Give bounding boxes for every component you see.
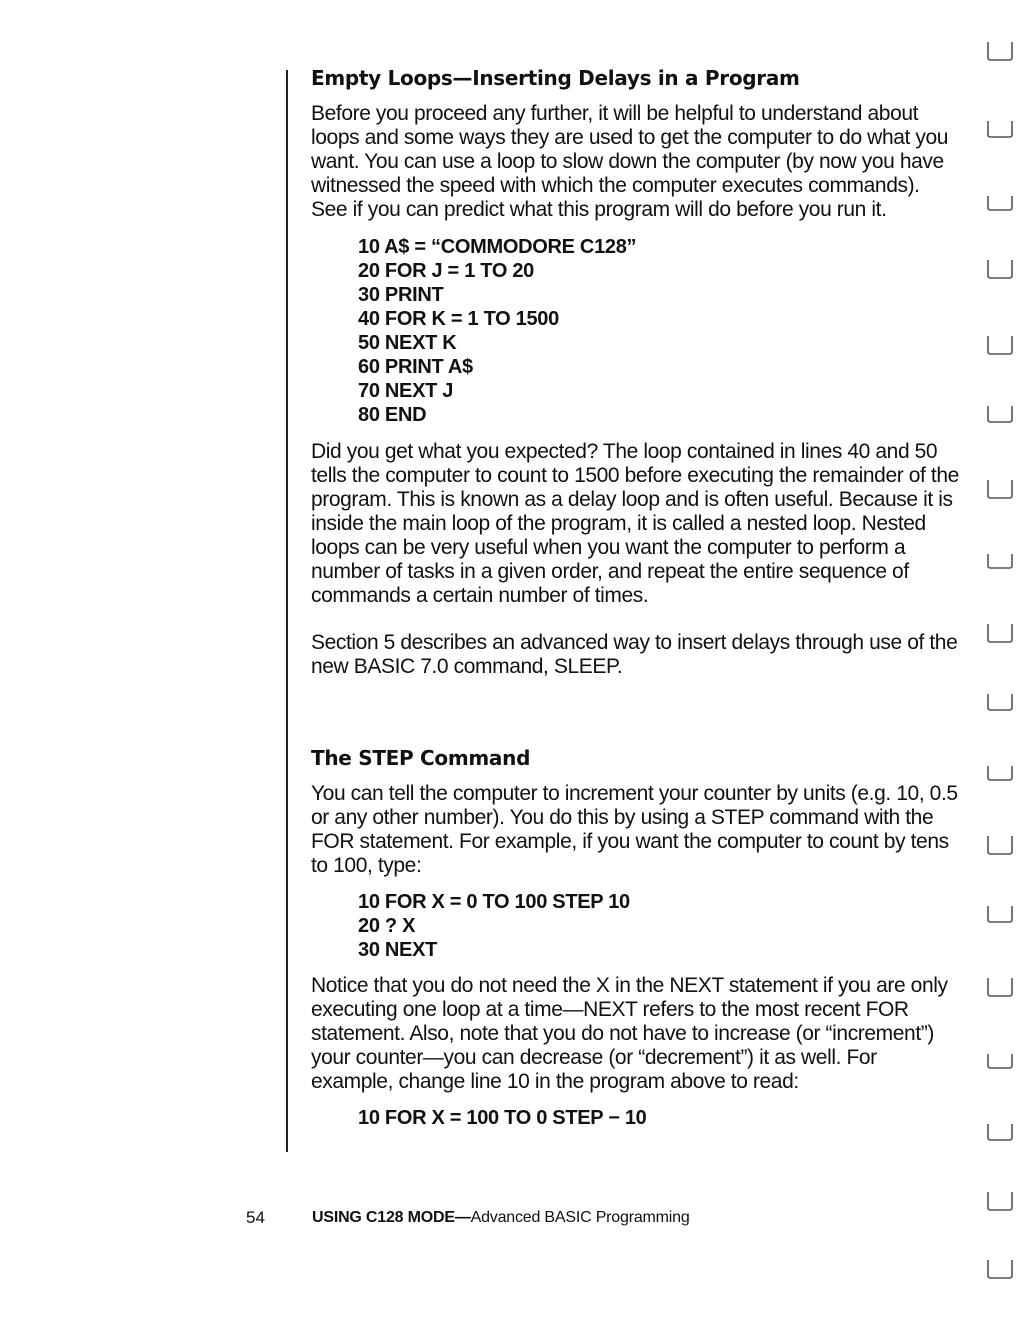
binder-mark <box>985 1258 1015 1280</box>
code-line: 30 PRINT <box>358 284 444 306</box>
code-block-delay-loop <box>311 235 961 427</box>
binder-mark <box>985 690 1015 712</box>
page-body <box>311 64 961 1130</box>
binder-tab-marks <box>985 0 1025 1326</box>
binder-mark <box>985 976 1015 998</box>
binder-mark <box>985 1120 1015 1142</box>
binder-mark <box>985 760 1015 782</box>
binder-mark <box>985 40 1015 62</box>
binder-mark <box>985 834 1015 856</box>
running-footer-rest: Advanced BASIC Programming <box>470 1209 690 1226</box>
code-line: 50 NEXT K <box>358 332 457 354</box>
code-block-step-negative <box>311 1106 961 1130</box>
code-line: 30 NEXT <box>358 939 438 961</box>
code-line: 70 NEXT J <box>358 380 454 402</box>
section-heading-empty-loops: Empty Loops—Inserting Delays in a Program <box>311 66 800 90</box>
running-footer-bold: USING C128 MODE— <box>312 1209 471 1226</box>
code-block-step <box>311 890 961 962</box>
code-line: 40 FOR K = 1 TO 1500 <box>358 308 559 330</box>
binder-mark <box>985 478 1015 500</box>
paragraph-intro-loops: Before you proceed any further, it will be helpful to understand about loops and some ways they are used to get the computer to do what you want. You can use a loop to slow down the computer (by now you have witnessed the speed with which the computer executes commands). See if you can predict what this program will do before you run it. <box>311 102 949 221</box>
code-line: 20 FOR J = 1 TO 20 <box>358 260 534 282</box>
code-line: 10 A$ = “COMMODORE C128” <box>358 236 637 258</box>
code-line: 10 FOR X = 100 TO 0 STEP − 10 <box>358 1107 647 1129</box>
page-number: 54 <box>246 1208 265 1227</box>
binder-mark <box>985 334 1015 356</box>
binder-mark <box>985 548 1015 570</box>
running-footer <box>312 1207 690 1229</box>
code-line: 20 ? X <box>358 915 416 937</box>
paragraph-next-explanation: Notice that you do not need the X in the NEXT statement if you are only executing one loop at a time—NEXT refers to the most recent FOR statement. Also, note that you do not have to increase (or “increment”) your counter—you can decrease (or “decrement”) it as well. For example, change line 10 in the program above to read: <box>311 974 948 1093</box>
section-heading-step-command: The STEP Command <box>311 746 531 770</box>
binder-mark <box>985 190 1015 212</box>
binder-mark <box>985 258 1015 280</box>
binder-mark <box>985 402 1015 424</box>
code-line: 10 FOR X = 0 TO 100 STEP 10 <box>358 891 630 913</box>
binder-mark <box>985 117 1015 139</box>
binder-mark <box>985 902 1015 924</box>
binder-mark <box>985 1190 1015 1212</box>
margin-rule <box>286 70 288 1152</box>
binder-mark <box>985 1048 1015 1070</box>
code-line: 60 PRINT A$ <box>358 356 473 378</box>
code-line: 80 END <box>358 404 427 426</box>
paragraph-sleep-reference: Section 5 describes an advanced way to insert delays through use of the new BASIC 7.0 command, SLEEP. <box>311 631 958 678</box>
paragraph-delay-loop-explanation: Did you get what you expected? The loop contained in lines 40 and 50 tells the computer to count to 1500 before executing the remainder of the program. This is known as a delay loop and is often useful. Because it is inside the main loop of the program, it is called a nested loop. Nested loops can be very useful when you want the computer to perform a number of tasks in a given order, and repeat the entire sequence of commands a certain number of times. <box>311 440 959 607</box>
binder-mark <box>985 622 1015 644</box>
paragraph-step-intro: You can tell the computer to increment your counter by units (e.g. 10, 0.5 or any other number). You do this by using a STEP command with the FOR statement. For example, if you want the computer to count by tens to 100, type: <box>311 782 958 877</box>
